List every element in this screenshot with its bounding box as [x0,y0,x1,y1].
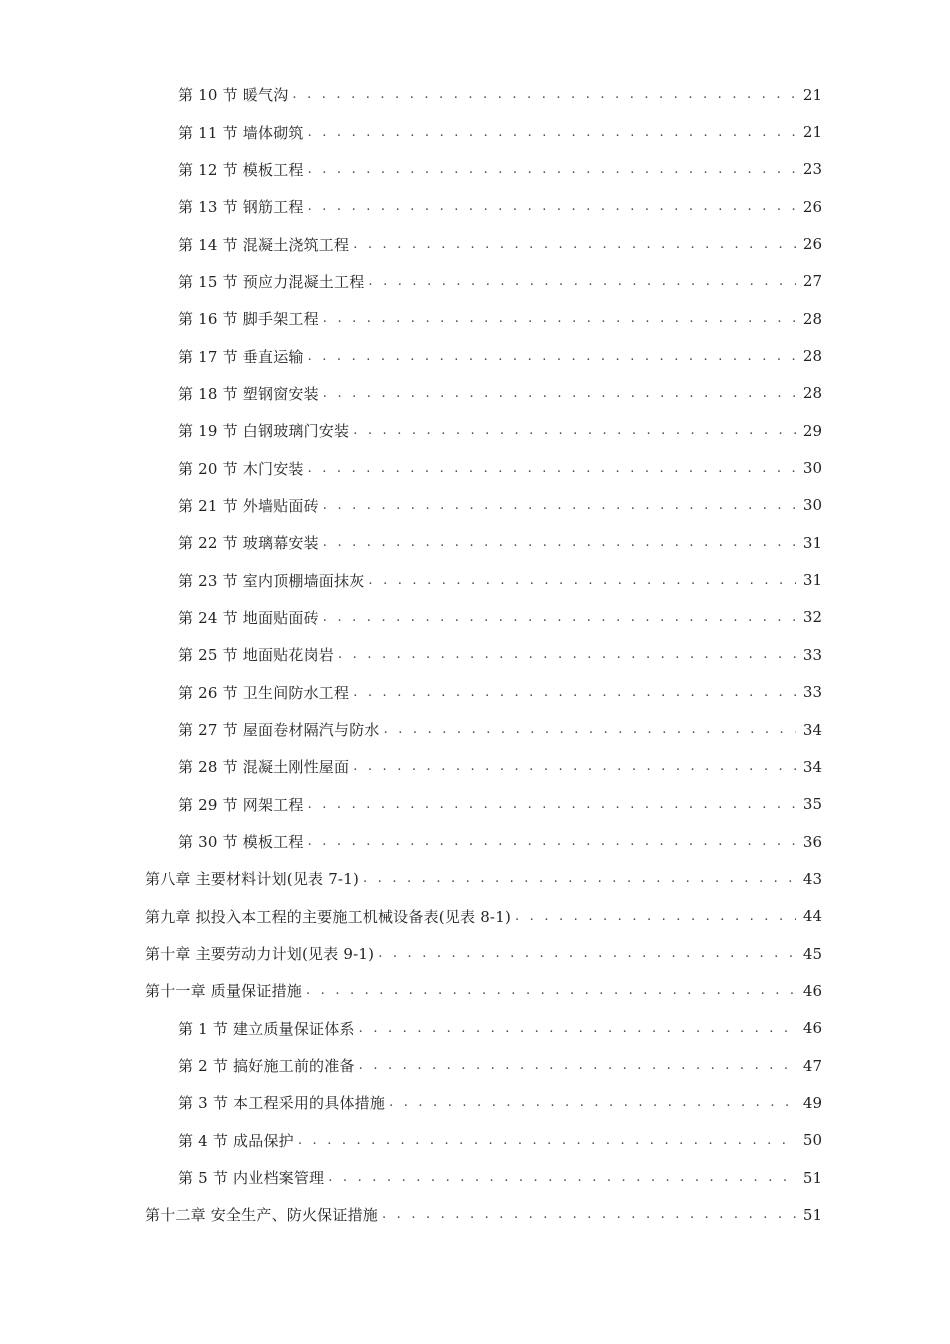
dot-leader [306,983,796,998]
toc-entry-label: 第 1 节 建立质量保证体系 [178,1019,355,1038]
toc-entry-label: 第 26 节 卫生间防水工程 [178,683,350,702]
toc-entry-label: 第十一章 质量保证措施 [145,982,302,1001]
table-of-contents [0,76,950,1234]
toc-entry-label: 第 16 节 脚手架工程 [178,310,319,329]
toc-entry-label: 第九章 拟投入本工程的主要施工机械设备表(见表 8-1) [145,907,511,926]
toc-entry[interactable] [0,113,950,150]
toc-entry-page: 28 [802,309,822,328]
dot-leader [338,647,796,662]
dot-leader [323,535,796,550]
dot-leader [323,610,796,625]
toc-entry-label: 第 15 节 预应力混凝土工程 [178,272,365,291]
toc-entry-page: 46 [802,1019,822,1038]
toc-entry-page: 28 [802,347,822,366]
toc-entry-page: 33 [802,683,822,702]
dot-leader [363,871,796,886]
toc-entry-page: 35 [802,795,822,814]
toc-entry-page: 26 [802,235,822,254]
toc-entry-label: 第 10 节 暖气沟 [178,86,289,105]
dot-leader [308,834,796,849]
toc-entry[interactable] [0,823,950,860]
toc-entry-label: 第 30 节 模板工程 [178,833,304,852]
toc-entry-label: 第 12 节 模板工程 [178,160,304,179]
toc-entry-label: 第 24 节 地面贴面砖 [178,608,319,627]
toc-entry[interactable] [0,76,950,113]
toc-entry[interactable] [0,599,950,636]
toc-entry-page: 51 [802,1205,822,1224]
toc-entry-label: 第 18 节 塑钢窗安装 [178,384,319,403]
toc-entry[interactable] [0,188,950,225]
toc-entry[interactable] [0,151,950,188]
toc-entry-label: 第 25 节 地面贴花岗岩 [178,646,334,665]
toc-entry-page: 27 [802,272,822,291]
toc-entry[interactable] [0,449,950,486]
toc-entry[interactable] [0,636,950,673]
toc-entry-page: 36 [802,832,822,851]
toc-entry[interactable] [0,263,950,300]
toc-entry-label: 第 5 节 内业档案管理 [178,1169,325,1188]
dot-leader [353,759,796,774]
toc-entry-page: 34 [802,757,822,776]
dot-leader [359,1058,796,1073]
dot-leader [308,349,796,364]
toc-entry[interactable] [0,1159,950,1196]
toc-entry-page: 28 [802,384,822,403]
toc-entry[interactable] [0,561,950,598]
dot-leader [323,386,796,401]
toc-entry-page: 31 [802,571,822,590]
dot-leader [353,237,796,252]
toc-entry[interactable] [0,524,950,561]
dot-leader [515,909,796,924]
toc-entry[interactable] [0,1084,950,1121]
toc-chapter-entry[interactable] [0,860,950,897]
toc-entry-label: 第 17 节 垂直运输 [178,347,304,366]
toc-entry-page: 30 [802,459,822,478]
toc-entry-page: 47 [802,1056,822,1075]
toc-entry-label: 第十章 主要劳动力计划(见表 9-1) [145,945,375,964]
toc-entry[interactable] [0,1047,950,1084]
toc-entry-page: 26 [802,197,822,216]
toc-entry-page: 29 [802,421,822,440]
toc-entry-label: 第 28 节 混凝土刚性屋面 [178,758,350,777]
toc-entry-label: 第 11 节 墙体砌筑 [178,123,304,142]
dot-leader [308,461,796,476]
dot-leader [368,573,796,588]
toc-entry[interactable] [0,674,950,711]
toc-entry[interactable] [0,748,950,785]
toc-entry-label: 第八章 主要材料计划(见表 7-1) [145,870,359,889]
toc-entry-label: 第 14 节 混凝土浇筑工程 [178,235,350,254]
toc-entry-page: 23 [802,160,822,179]
toc-chapter-entry[interactable] [0,972,950,1009]
dot-leader [353,423,796,438]
toc-entry-label: 第 22 节 玻璃幕安装 [178,534,319,553]
toc-entry-label: 第 3 节 本工程采用的具体措施 [178,1094,386,1113]
toc-entry[interactable] [0,1122,950,1159]
toc-entry-page: 46 [802,981,822,1000]
dot-leader [353,685,796,700]
toc-entry-label: 第 19 节 白钢玻璃门安装 [178,422,350,441]
dot-leader [328,1170,796,1185]
dot-leader [378,946,796,961]
toc-entry-label: 第 2 节 搞好施工前的准备 [178,1057,355,1076]
dot-leader [298,1133,796,1148]
dot-leader [308,125,796,140]
dot-leader [389,1095,796,1110]
toc-entry[interactable] [0,337,950,374]
toc-entry-label: 第 29 节 网架工程 [178,795,304,814]
toc-entry-page: 30 [802,496,822,515]
dot-leader [292,87,796,102]
toc-entry-page: 49 [802,1093,822,1112]
toc-chapter-entry[interactable] [0,935,950,972]
toc-entry-page: 51 [802,1168,822,1187]
toc-entry-page: 32 [802,608,822,627]
toc-entry-page: 44 [802,907,822,926]
dot-leader [308,797,796,812]
toc-entry[interactable] [0,375,950,412]
toc-entry-label: 第 4 节 成品保护 [178,1131,294,1150]
toc-entry-label: 第 23 节 室内顶棚墙面抹灰 [178,571,365,590]
toc-entry-page: 50 [802,1131,822,1150]
toc-entry-page: 21 [802,85,822,104]
toc-entry-label: 第 20 节 木门安装 [178,459,304,478]
dot-leader [359,1021,796,1036]
toc-chapter-entry[interactable] [0,898,950,935]
toc-entry-page: 45 [802,944,822,963]
toc-entry[interactable] [0,412,950,449]
toc-entry[interactable] [0,487,950,524]
toc-entry[interactable] [0,300,950,337]
dot-leader [382,1207,796,1222]
toc-entry-label: 第十二章 安全生产、防火保证措施 [145,1206,378,1225]
toc-entry-label: 第 27 节 屋面卷材隔汽与防水 [178,721,380,740]
toc-entry[interactable] [0,711,950,748]
dot-leader [308,199,796,214]
dot-leader [368,274,796,289]
toc-entry-label: 第 13 节 钢筋工程 [178,198,304,217]
toc-entry-page: 31 [802,533,822,552]
toc-entry-label: 第 21 节 外墙贴面砖 [178,496,319,515]
dot-leader [323,311,796,326]
toc-entry-page: 21 [802,123,822,142]
toc-entry[interactable] [0,1010,950,1047]
dot-leader [384,722,796,737]
toc-entry-page: 33 [802,645,822,664]
toc-chapter-entry[interactable] [0,1196,950,1233]
toc-entry[interactable] [0,225,950,262]
toc-entry-page: 34 [802,720,822,739]
toc-entry[interactable] [0,786,950,823]
dot-leader [323,498,796,513]
dot-leader [308,162,796,177]
toc-entry-page: 43 [802,869,822,888]
